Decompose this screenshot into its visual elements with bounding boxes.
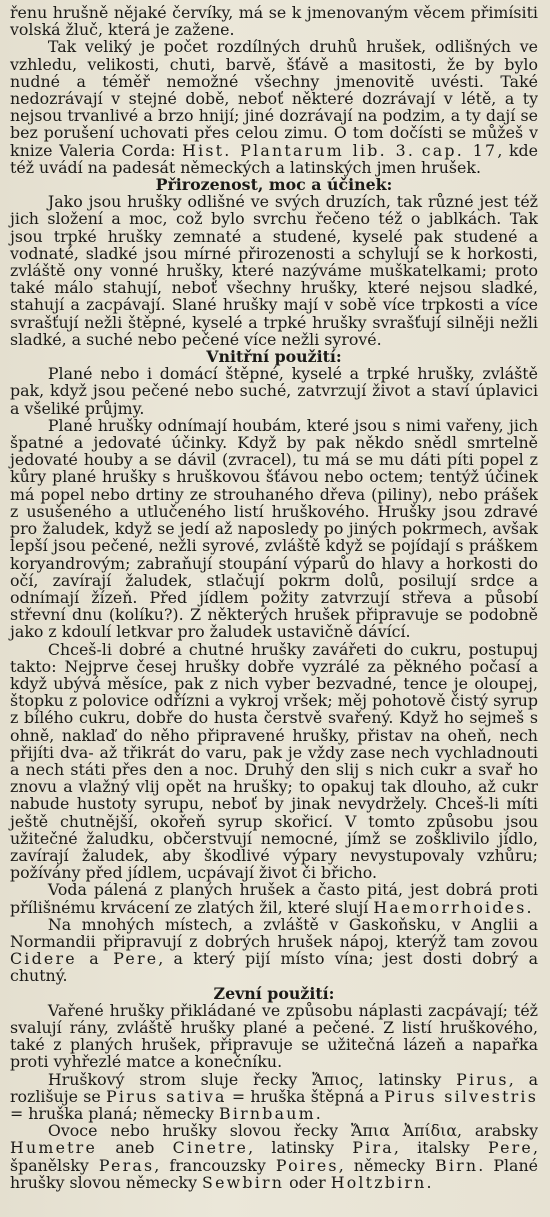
paragraph-fruit-names: Ovoce nebo hrušky slovou řecky Ἄπια Ἀπίδια, arabsky Humetre aneb Cinetre, latinsky Pira, italsky Pere, španělsky Peras, francouzsky Poires, německy Birn. Plané hrušky slovou německy Sewbirn oder Holtzbirn. (10, 1121, 538, 1192)
heading-internal-use: Vnitřní použití: (206, 347, 342, 367)
paragraph-mushrooms: Plané hrušky odnímají houbám, které jsou s nimi vařeny, jich špatné a jedovaté účinky. Když by pak někdo snědl smrtelně jedovaté houby a se dávil (zvracel), tu má se mu dáti píti popel z kůry plané hrušky s hruškovou šťávou nebo octem; tentýž účinek má popel nebo drtiny ze strouhaného dřeva (piliny), nebo prášek z usušeného a utlučeného listí hruškového. Hrušky jsou zdravé pro žaludek, když se jedí až naposledy po jiných pokrmech, avšak lepší jsou pečené, nežli syrové, zvláště když se pojídají s práškem koryandrovým; zabraňují stoupání výparů do hlavy a horkosti do očí, zavírají žaludek, stlačují pokrm dolů, posilují srdce a odnímají žízeň. Před jídlem požity zatvrzují střeva a působí střevní dnu (kolíku?). Z některých hrušek připravuje se podobně jako z kdoulí letkvar pro žaludek ustavičně dávící. (10, 415, 538, 642)
paragraph-preserving: Chceš-li dobré a chutné hrušky zavářeti do cukru, postupuj takto: Nejprve česej hrušky dobře vyzrálé za pěkného počasí a když ubývá měsíce, pak z nich vyber bezvadné, tence je oloupej, štopku z polovice odřízni a vykroj vršek; měj pohotově čistý syrup z bílého cukru, dobře do husta čerstvě svařený. Když ho sejmeš s ohně, naklaď do něho připravené hrušky, přistav na oheň, nech přijíti dva- až třikrát do varu, pak je vždy zase nech vychladnouti a nech státi přes den a noc. Druhý den slij s nich cukr a svař ho znovu a vlažný vlij opět na hrušky; to opakuj tak dlouho, až cukr nabude hustoty syrupu, neboť by jinak nevydržely. Chceš-li míti ještě chutnější, okořeň syrup skořicí. V tomto způsobu jsou užitečné žaludku, občerstvují nemocné, jímž se zošklivilo jídlo, zavírají žaludek, aby škodlivé výpary nevystupovaly vzhůru; požívány před jídlem, ucpávají život či břicho. (10, 639, 538, 883)
heading-nature: Přirozenost, moc a účinek: (155, 175, 393, 195)
paragraph-tree-names: Hruškový strom sluje řecky Ἄπιος, latinsky Pirus, a rozlišuje se Pirus sativa = hruška štěpná a Pirus silvestris = hruška planá; německy Birnbaum. (10, 1069, 539, 1123)
paragraph-cider: Na mnohých místech, a zvláště v Gaskoňsku, v Anglii a Normandii připravují z dobrých hrušek nápoj, kterýž tam zovou Cidere a Pere, a který pijí místo vína; jest dosti dobrý a chutný. (10, 914, 538, 986)
paragraph-poultice: Vařené hrušky přikládané ve způsobu náplasti zacpávají; též svalují rány, zvláště hrušky plané a pečené. Z listí hruškového, také z planých hrušek, připravuje se užitečná lázeň a napařka proti vyhřezlé matce a konečníku. (10, 1000, 538, 1072)
paragraph-varieties: Tak veliký je počet rozdílných druhů hrušek, odlišných ve vzhledu, velikosti, chuti, barvě, šťávě a masitosti, že by bylo nudné a téměř nemožné všechny jmenovitě uvésti. Také nedozrávají v stejné době, neboť některé dozrávají v létě, a ty nejsou trvanlivé a brzo hnijí; jiné dozrávají na podzim, a ty dají se bez porušení uchovati přes celou zimu. O tom dočísti se můžeš v knize Valeria Corda: Hist. Plantarum lib. 3. cap. 17, kde též uvádí na padesát německých a latinských jmen hrušek. (10, 37, 538, 177)
paragraph-continuation: řenu hrušně nějaké červíky, má se k jmenovaným věcem přimísiti volská žluč, která je zažene. (10, 3, 538, 40)
heading-external-use: Zevní použití: (213, 983, 335, 1003)
paragraph-astringent: Plané nebo i domácí štěpné, kyselé a trpké hrušky, zvláště pak, když jsou pečené nebo suché, zatvrzují život a staví úplavici a všeliké průjmy. (10, 364, 538, 418)
paragraph-composition: Jako jsou hrušky odlišné ve svých druzích, tak různé jest též jich složení a moc, což bylo svrchu řečeno též o jablkách. Tak jsou trpké hrušky zemnaté a studené, kyselé pak studené a vodnaté, sladké jsou mírné přirozenosti a schylují se k horkosti, zvláště ony vonné hrušky, které nazýváme muškatelkami; proto také málo stahují, neboť všechny hrušky, které nejsou sladké, stahují a zacpávají. Slané hrušky mají v sobě více trpkosti a více svrašťují nežli štěpné, kyselé a trpké hrušky svrašťují silněji nežli sladké, a suché nebo pečené více nežli syrové. (10, 192, 538, 349)
paragraph-distilled-water: Voda pálená z planých hrušek a často pitá, jest dobrá proti přílišnému krvácení ze zlatých žil, které slují Haemorrhoides. (10, 880, 538, 917)
